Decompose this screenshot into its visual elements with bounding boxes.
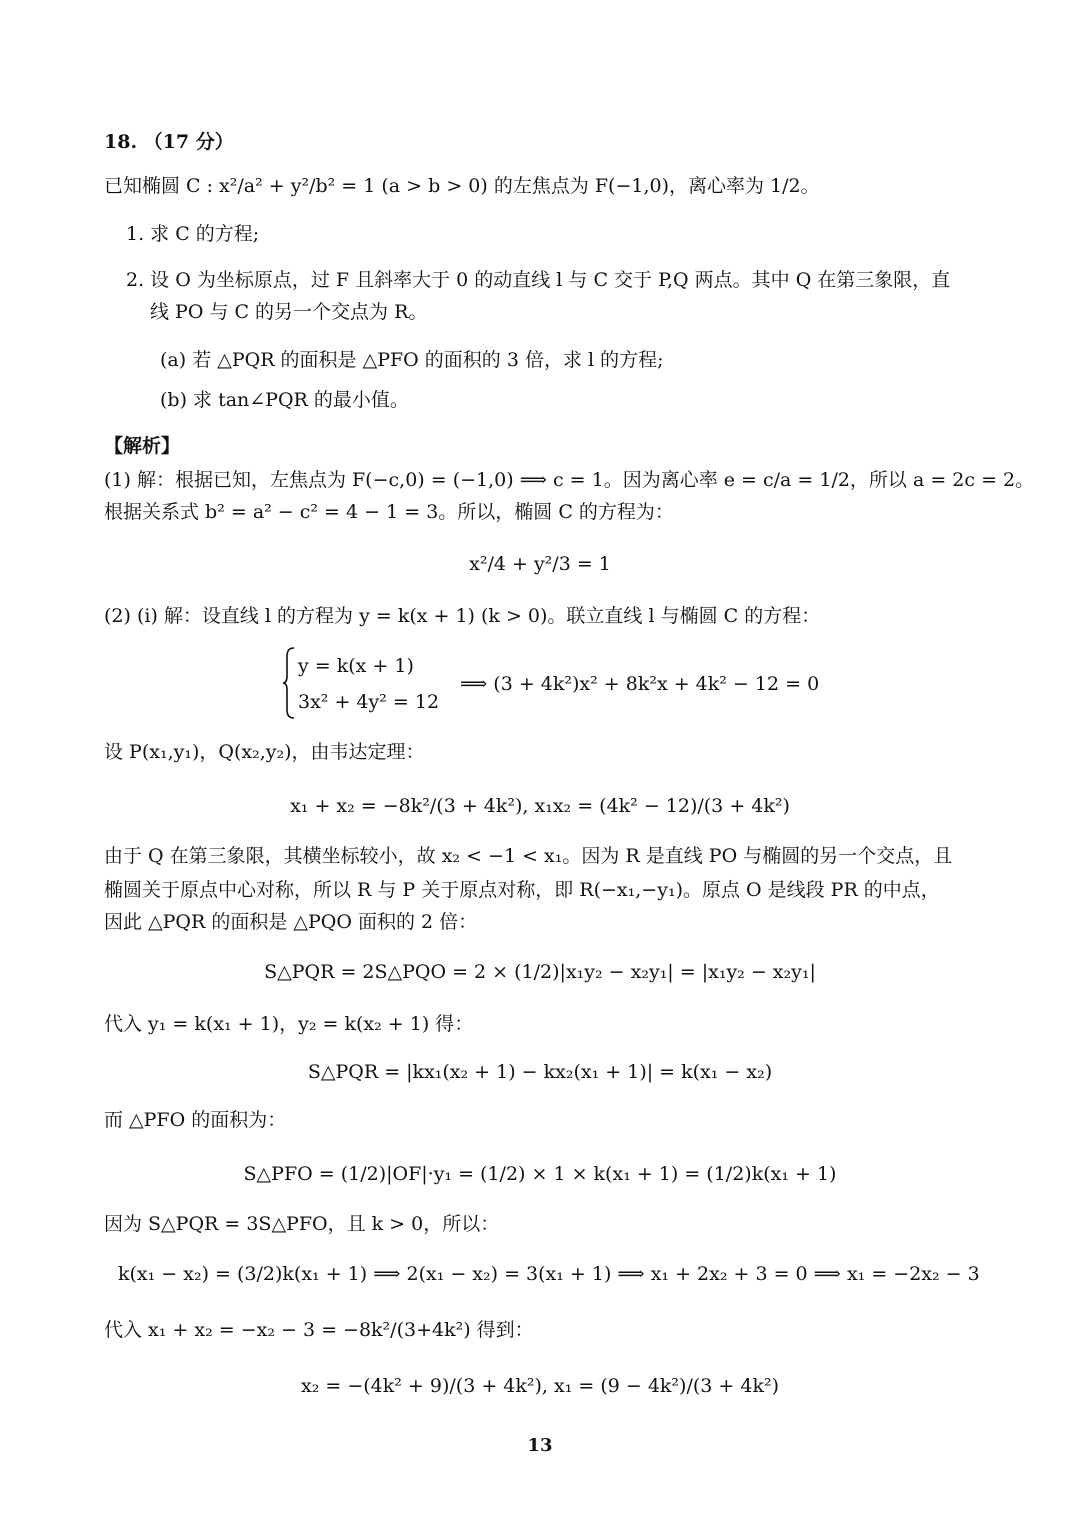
system-line-1: y = k(x + 1): [298, 655, 414, 677]
pfo-area-intro: 而 △PFO 的面积为：: [104, 1109, 287, 1131]
reasoning-line-2: 椭圆关于原点中心对称，所以 R 与 P 关于原点对称，即 R(−x₁,−y₁)。原点 O 是线段 PR 的中点，: [104, 879, 940, 901]
left-brace: [282, 646, 296, 720]
solution-part1-line-2: 根据关系式 b² = a² − c² = 4 − 1 = 3。所以，椭圆 C 的方程为：: [104, 501, 674, 523]
question-2b: (b) 求 tan∠PQR 的最小值。: [160, 389, 409, 411]
equation-system: [282, 646, 462, 720]
page-number: 13: [527, 1435, 553, 1456]
question-2-line-2: 线 PO 与 C 的另一个交点为 R。: [150, 301, 428, 323]
solution-part2-intro: (2) (i) 解：设直线 l 的方程为 y = k(x + 1) (k > 0)。联立直线 l 与椭圆 C 的方程：: [104, 605, 821, 627]
reasoning-line-3: 因此 △PQR 的面积是 △PQO 面积的 2 倍：: [104, 911, 478, 933]
area-equation-3: S△PFO = (1/2)|OF|·y₁ = (1/2) × 1 × k(x₁ + 1) = (1/2)k(x₁ + 1): [243, 1163, 837, 1185]
because-line: 因为 S△PQR = 3S△PFO，且 k > 0，所以：: [104, 1213, 500, 1235]
chain-equation: k(x₁ − x₂) = (3/2)k(x₁ + 1) ⟹ 2(x₁ − x₂) = 3(x₁ + 1) ⟹ x₁ + 2x₂ + 3 = 0 ⟹ x₁ = −2x₂ − 3: [118, 1263, 980, 1285]
problem-header: 18. （17 分）: [104, 131, 234, 153]
problem-stem: 已知椭圆 C : x²/a² + y²/b² = 1 (a > b > 0) 的左焦点为 F(−1,0)，离心率为 1/2。: [104, 175, 820, 197]
solution-part1-line-1: (1) 解：根据已知，左焦点为 F(−c,0) = (−1,0) ⟹ c = 1。因为离心率 e = c/a = 1/2，所以 a = 2c = 2。: [104, 469, 1035, 491]
question-2a: (a) 若 △PQR 的面积是 △PFO 的面积的 3 倍，求 l 的方程;: [160, 349, 664, 371]
substitution-2-intro: 代入 x₁ + x₂ = −x₂ − 3 = −8k²/(3+4k²) 得到：: [104, 1319, 534, 1341]
area-equation-1: S△PQR = 2S△PQO = 2 × (1/2)|x₁y₂ − x₂y₁| = |x₁y₂ − x₂y₁|: [264, 961, 816, 983]
vieta-intro: 设 P(x₁,y₁)，Q(x₂,y₂)，由韦达定理：: [104, 741, 425, 763]
question-2-line-1: 2. 设 O 为坐标原点，过 F 且斜率大于 0 的动直线 l 与 C 交于 P,Q 两点。其中 Q 在第三象限，直: [126, 269, 951, 291]
ellipse-equation: x²/4 + y²/3 = 1: [469, 553, 611, 575]
solution-heading: 【解析】: [104, 435, 181, 457]
final-equation: x₂ = −(4k² + 9)/(3 + 4k²), x₁ = (9 − 4k²)/(3 + 4k²): [301, 1375, 779, 1397]
system-result: ⟹ (3 + 4k²)x² + 8k²x + 4k² − 12 = 0: [460, 673, 820, 695]
reasoning-line-1: 由于 Q 在第三象限，其横坐标较小，故 x₂ < −1 < x₁。因为 R 是直线 PO 与椭圆的另一个交点，且: [104, 845, 953, 867]
system-line-2: 3x² + 4y² = 12: [298, 691, 440, 713]
substitution-intro: 代入 y₁ = k(x₁ + 1)，y₂ = k(x₂ + 1) 得：: [104, 1013, 474, 1035]
question-1: 1. 求 C 的方程;: [126, 223, 260, 245]
area-equation-2: S△PQR = |kx₁(x₂ + 1) − kx₂(x₁ + 1)| = k(x₁ − x₂): [307, 1061, 773, 1083]
vieta-equation: x₁ + x₂ = −8k²/(3 + 4k²), x₁x₂ = (4k² − 12)/(3 + 4k²): [290, 795, 790, 817]
